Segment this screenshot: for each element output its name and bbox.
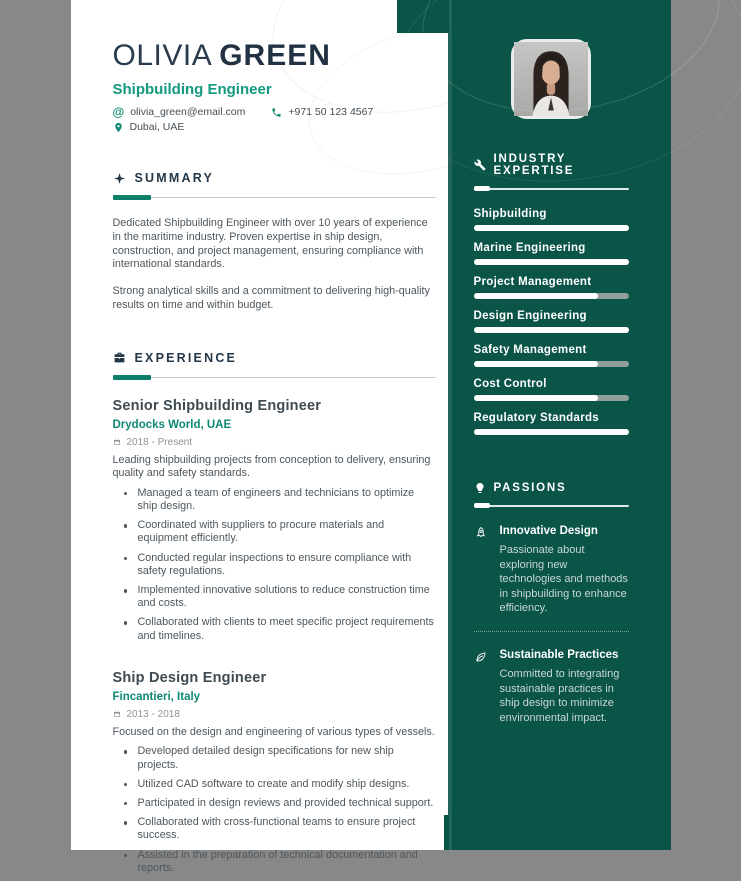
- skill-item: [474, 276, 629, 299]
- skill-name: Safety Management: [473, 344, 587, 356]
- skill-item: [474, 242, 629, 265]
- experience-title: EXPERIENCE: [134, 350, 238, 365]
- summary-paragraph: Dedicated Shipbuilding Engineer with over 10 years of experience in the maritime industry. Proven expertise in ship design, construction, and project management, ensuring compliance with international standards.: [112, 217, 428, 271]
- job-entry: [113, 398, 436, 643]
- expertise-section: [474, 153, 629, 435]
- lightbulb-icon: [474, 482, 486, 494]
- contact-row: [113, 121, 436, 133]
- contact-info: [113, 106, 436, 133]
- main-column: [113, 0, 436, 881]
- job-bullet: Utilized CAD software to create and modify ship designs.: [113, 778, 436, 791]
- location-item: [113, 121, 185, 133]
- job-bullet: Managed a team of engineers and technicians to optimize ship design.: [113, 487, 436, 513]
- job-dates-value: 2018 - Present: [126, 436, 193, 448]
- section-divider: [113, 375, 436, 380]
- wrench-icon: [474, 159, 486, 171]
- skill-item: [474, 208, 629, 231]
- summary-paragraph: Strong analytical skills and a commitment to delivering high-quality results on time and within budget.: [112, 285, 430, 311]
- passion-body: [500, 649, 629, 725]
- skill-item: [474, 344, 629, 367]
- job-lead: Leading shipbuilding projects from conception to delivery, ensuring quality and safety standards.: [112, 453, 431, 480]
- first-name: OLIVIA: [112, 39, 213, 72]
- phone-icon: [271, 107, 282, 118]
- job-bullet: Conducted regular inspections to ensure compliance with safety regulations.: [113, 552, 436, 578]
- section-divider: [113, 195, 436, 200]
- skill-bar-fill: [474, 429, 629, 435]
- skill-name: Design Engineering: [473, 310, 587, 322]
- headline-title: Shipbuilding Engineer: [112, 81, 272, 98]
- skill-name: Shipbuilding: [473, 208, 547, 220]
- summary-heading: [113, 171, 436, 185]
- job-dates-value: 2013 - 2018: [126, 708, 180, 720]
- location-value: Dubai, UAE: [129, 121, 185, 133]
- job-title: Senior Shipbuilding Engineer: [112, 397, 322, 414]
- passions-list: [474, 525, 629, 725]
- skill-item: [474, 310, 629, 333]
- experience-section: [113, 351, 436, 875]
- skill-bar-fill: [474, 293, 598, 299]
- skill-bar-fill: [474, 327, 629, 333]
- passions-title: PASSIONS: [493, 482, 567, 494]
- skill-bar-track: [474, 259, 629, 265]
- job-bullet-list: [113, 745, 436, 875]
- calendar-icon: [113, 710, 121, 718]
- passion-text: Passionate about exploring new technologies and methods in shipbuilding to enhance efficiency.: [499, 544, 628, 615]
- contact-row: [113, 106, 436, 118]
- profile-photo-image: [514, 42, 588, 116]
- email-link[interactable]: [113, 106, 246, 118]
- email-value: olivia_green@email.com: [130, 106, 246, 118]
- map-pin-icon: [113, 122, 124, 133]
- section-divider: [474, 503, 629, 508]
- job-company: Drydocks World, UAE: [112, 418, 232, 431]
- passion-item: [474, 525, 629, 616]
- skill-bar-fill: [474, 225, 629, 231]
- skill-bar-track: [474, 395, 629, 401]
- at-icon: @: [112, 105, 125, 119]
- person-name: [113, 40, 436, 72]
- passion-title: Innovative Design: [499, 525, 598, 537]
- briefcase-icon: [113, 351, 126, 364]
- job-entry: [113, 670, 436, 875]
- skill-bar-track: [474, 225, 629, 231]
- skill-name: Marine Engineering: [473, 242, 586, 254]
- passion-item: [474, 649, 629, 725]
- job-bullet: Collaborated with cross-functional teams to ensure project success.: [113, 816, 436, 842]
- job-bullet: Collaborated with clients to meet specific project requirements and timelines.: [113, 616, 436, 642]
- skill-name: Cost Control: [473, 378, 547, 390]
- skill-bar-fill: [474, 259, 629, 265]
- skill-bar-track: [474, 293, 629, 299]
- passion-body: [500, 525, 629, 616]
- skill-bar-track: [474, 429, 629, 435]
- dotted-divider: [474, 631, 629, 632]
- job-bullet: Coordinated with suppliers to procure materials and equipment efficiently.: [113, 519, 436, 545]
- passion-title: Sustainable Practices: [499, 648, 619, 661]
- job-dates: [113, 437, 436, 448]
- phone-value: +971 50 123 4567: [288, 106, 374, 118]
- skill-item: [474, 378, 629, 401]
- job-bullet: Developed detailed design specifications for new ship projects.: [113, 745, 436, 771]
- skill-item: [474, 412, 629, 435]
- job-bullet: Implemented innovative solutions to reduce construction time and costs.: [113, 584, 436, 610]
- skill-name: Project Management: [473, 276, 592, 288]
- sidebar-column: [448, 0, 671, 850]
- job-title: Ship Design Engineer: [112, 669, 267, 686]
- calendar-icon: [113, 438, 121, 446]
- section-divider: [474, 186, 629, 191]
- job-company: Fincantieri, Italy: [112, 690, 201, 703]
- passions-heading: [474, 482, 629, 494]
- experience-heading: [113, 351, 436, 365]
- job-bullet: Participated in design reviews and provided technical support.: [113, 797, 436, 810]
- summary-text: [113, 217, 436, 313]
- job-dates: [113, 709, 436, 720]
- summary-section: [113, 171, 436, 313]
- skill-name: Regulatory Standards: [473, 412, 599, 424]
- passion-text: Committed to integrating sustainable practices in ship design to minimize environmental impact.: [499, 667, 620, 724]
- passions-section: [474, 482, 629, 725]
- skill-bar-track: [474, 327, 629, 333]
- job-bullet: Assisted in the preparation of technical documentation and reports.: [113, 849, 436, 875]
- expertise-heading: [474, 153, 629, 177]
- resume-page: [71, 0, 671, 874]
- sparkle-icon: [113, 172, 126, 185]
- skill-bar-track: [474, 361, 629, 367]
- job-lead: Focused on the design and engineering of various types of vessels.: [112, 725, 435, 738]
- skill-bar-fill: [474, 395, 598, 401]
- skill-bar-fill: [474, 361, 598, 367]
- summary-title: SUMMARY: [134, 171, 215, 185]
- rocket-icon: [474, 525, 490, 616]
- last-name: GREEN: [219, 39, 331, 72]
- profile-photo: [511, 39, 591, 119]
- expertise-title: INDUSTRY EXPERTISE: [493, 153, 575, 177]
- leaf-icon: [474, 649, 490, 725]
- phone-link[interactable]: [271, 106, 373, 118]
- job-bullet-list: [113, 487, 436, 643]
- skills-list: [474, 208, 629, 435]
